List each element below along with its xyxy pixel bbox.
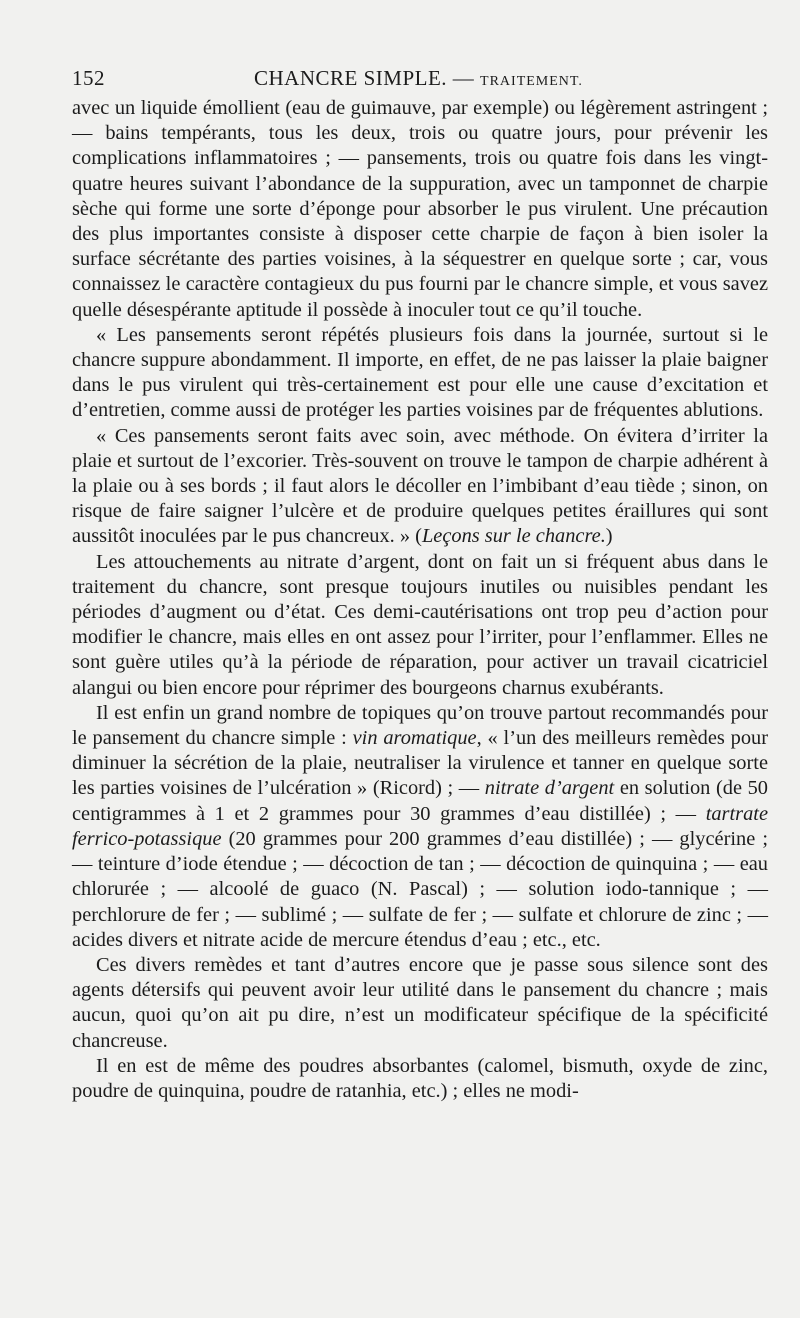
paragraph-6 <box>72 953 768 1054</box>
paragraph-4 <box>72 550 768 701</box>
running-title-sub: TRAITEMENT. <box>480 74 583 89</box>
paragraph-text: Ces divers remèdes et tant d’autres encore que je passe sous silence sont des agents détersifs qui peuvent avoir leur utilité dans le pansement du chancre ; mais aucun, quoi qu’on ait pu dire, n’est un modificateur spécifique de la spécificité chancreuse. <box>72 953 768 1052</box>
paragraph-text: Les attouchements au nitrate d’argent, dont on fait un si fréquent abus dans le traitement du chancre, sont presque toujours inutiles ou nuisibles pendant les périodes d’augment ou d’état. Ces demi-cautérisations ont trop peu d’action pour modifier le chancre, mais elles en ont assez pour l’irriter, pour l’enflammer. Elles ne sont guère utiles qu’à la période de réparation, pour activer un travail cicatriciel alangui ou bien encore pour réprimer des bourgeons charnus exubérants. <box>72 550 768 699</box>
running-title-dash: — <box>447 66 481 90</box>
paragraph-text: « Les pansements seront répétés plusieurs fois dans la journée, surtout si le chancre suppure abondamment. Il importe, en effet, de ne pas laisser la plaie baigner dans le pus virulent qui très-certainement est pour elle une cause d’excitation et d’entretien, comme aussi de protéger les parties voisines par de fréquentes ablutions. <box>72 323 768 422</box>
running-title-main: CHANCRE SIMPLE. <box>254 66 448 90</box>
paragraph-text: en solution (de 50 centigrammes à 1 et 2 grammes pour 30 grammes d’eau distillée) ; — <box>72 777 768 825</box>
paragraph-1 <box>72 96 768 323</box>
remedy-name: vin aromatique <box>352 727 477 750</box>
running-header <box>72 62 768 90</box>
paragraph-2 <box>72 323 768 424</box>
paragraph-text: Il est enfin un grand nombre de topiques qu’on trouve partout recommandés pour le pansement du chancre simple : <box>72 701 768 750</box>
page-number: 152 <box>72 66 105 90</box>
paragraph-text: , « l’un des meilleurs remèdes pour diminuer la sécrétion de la plaie, neutraliser la virulence et tanner en quelque sorte les parties voisines de l’ulcération » (Ricord) ; — <box>72 727 768 800</box>
paragraph-text: avec un liquide émollient (eau de guimauve, par exemple) ou légèrement astringent ; — bains tempérants, tous les deux, trois ou quatre jours, pour prévenir les complications inflammatoires ; — pansements, trois ou quatre fois dans les vingt-quatre heures suivant l’abondance de la suppuration, avec un tamponnet de charpie sèche qui forme une sorte d’éponge pour absorber le pus virulent. Une précaution des plus importantes consiste à disposer cette charpie de façon à bien isoler la surface sécrétante des parties voisines, à la séquestrer en quelque sorte ; car, vous connaissez le caractère contagieux du pus fourni par le chancre simple, et vous savez quelle désespérante aptitude il possède à inoculer tout ce qu’il touche. <box>72 97 768 321</box>
paragraph-5 <box>72 701 768 953</box>
paragraph-7 <box>72 1054 768 1104</box>
paragraph-text: « Ces pansements seront faits avec soin, avec méthode. On évitera d’irriter la plaie et surtout de l’excorier. Très-souvent on trouve le tampon de charpie adhérent à la plaie ou à ses bords ; il faut alors le décoller en l’imbibant d’eau tiède ; sinon, on risque de faire saigner l’ulcère et de produire quelques petites éraillures qui sont aussitôt inoculées par le pus chancreux. » ( <box>72 424 768 548</box>
running-title <box>254 66 583 91</box>
remedy-name: tartrate ferrico-potassique <box>72 802 768 850</box>
body-text <box>72 96 768 1104</box>
paragraph-text: Il en est de même des poudres absorbantes (calomel, bismuth, oxyde de zinc, poudre de quinquina, poudre de ratanhia, etc.) ; elles ne modi- <box>72 1054 768 1102</box>
citation-title: Leçons sur le chancre. <box>421 525 606 548</box>
paragraph-text: (20 grammes pour 200 grammes d’eau distillée) ; — glycérine ; — teinture d’iode étendue ; — décoction de tan ; — décoction de quinquina ; — eau chlorurée ; — alcoolé de guaco (N. Pascal) ; — solution iodo-tannique ; — perchlorure de fer ; — sublimé ; — sulfate de fer ; — sulfate et chlorure de zinc ; — acides divers et nitrate acide de mercure étendus d’eau ; etc., etc. <box>72 827 768 951</box>
remedy-name: nitrate d’argent <box>484 777 615 800</box>
paragraph-3 <box>72 424 768 550</box>
paragraph-text: ) <box>605 525 613 548</box>
